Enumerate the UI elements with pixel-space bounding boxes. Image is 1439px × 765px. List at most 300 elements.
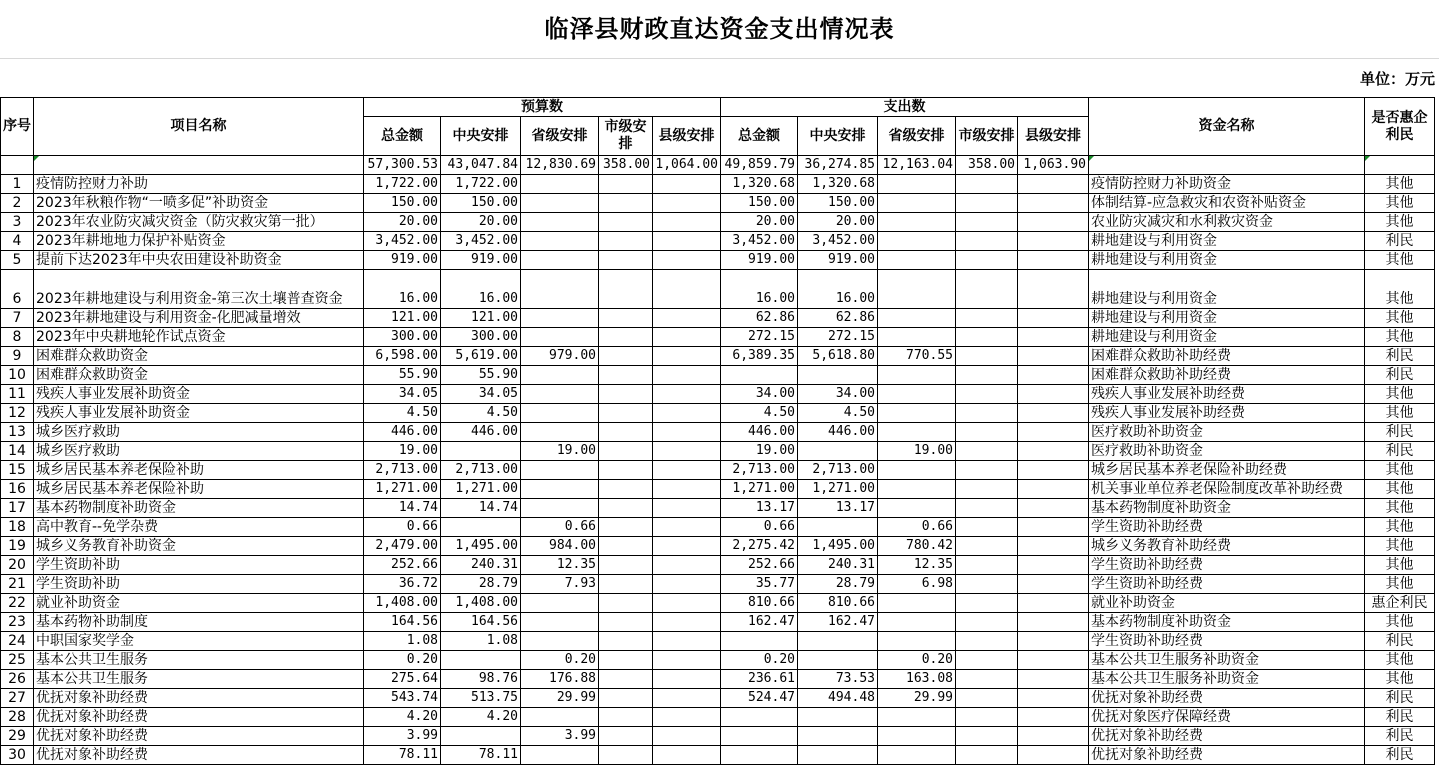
cell-spend-city xyxy=(956,556,1018,575)
cell-budget-province xyxy=(521,385,599,404)
table-row xyxy=(1,175,1435,194)
cell-spend-central: 919.00 xyxy=(798,251,878,270)
cell-spend-central: 1,271.00 xyxy=(798,480,878,499)
cell-budget-county xyxy=(653,575,721,594)
table-row xyxy=(1,575,1435,594)
cell-spend-central: 62.86 xyxy=(798,309,878,328)
cell-budget-central: 1.08 xyxy=(441,632,521,651)
cell-budget-total: 3,452.00 xyxy=(364,232,441,251)
cell-project: 就业补助资金 xyxy=(34,594,364,613)
table-row xyxy=(1,613,1435,632)
table-row xyxy=(1,651,1435,670)
cell-spend-province: 29.99 xyxy=(878,689,956,708)
cell-spend-total: 272.15 xyxy=(721,328,798,347)
table-row xyxy=(1,270,1435,309)
cell-seq: 4 xyxy=(1,232,34,251)
cell-budget-total: 4.20 xyxy=(364,708,441,727)
cell-spend-province xyxy=(878,499,956,518)
cell-spend-total: 4.50 xyxy=(721,404,798,423)
cell-seq: 11 xyxy=(1,385,34,404)
header-budget-province: 省级安排 xyxy=(521,117,599,156)
cell-spend-county xyxy=(1018,461,1089,480)
cell-spend-province: 163.08 xyxy=(878,670,956,689)
cell-spend-province: 6.98 xyxy=(878,575,956,594)
cell-spend-total: 62.86 xyxy=(721,309,798,328)
cell-budget-province xyxy=(521,708,599,727)
table-row xyxy=(1,404,1435,423)
cell-budget-county xyxy=(653,461,721,480)
cell-benefit: 其他 xyxy=(1365,537,1435,556)
cell-budget-city xyxy=(599,251,653,270)
cell-budget-central: 28.79 xyxy=(441,575,521,594)
cell-budget-county xyxy=(653,613,721,632)
cell-seq: 26 xyxy=(1,670,34,689)
cell-project: 基本公共卫生服务 xyxy=(34,651,364,670)
cell-spend-county xyxy=(1018,423,1089,442)
cell-budget-total: 919.00 xyxy=(364,251,441,270)
cell-budget-province xyxy=(521,404,599,423)
cell-fund: 基本公共卫生服务补助资金 xyxy=(1089,670,1365,689)
cell-spend-total: 446.00 xyxy=(721,423,798,442)
cell-budget-city xyxy=(599,651,653,670)
cell-budget-province: 3.99 xyxy=(521,727,599,746)
cell-spend-central: 446.00 xyxy=(798,423,878,442)
cell-budget-county xyxy=(653,480,721,499)
cell-spend-county xyxy=(1018,442,1089,461)
cell-budget-total: 1,271.00 xyxy=(364,480,441,499)
table-row xyxy=(1,689,1435,708)
cell-spend-county xyxy=(1018,385,1089,404)
cell-budget-total: 0.20 xyxy=(364,651,441,670)
cell-budget-central: 300.00 xyxy=(441,328,521,347)
cell-budget-total: 14.74 xyxy=(364,499,441,518)
cell-spend-city xyxy=(956,270,1018,309)
cell-budget-city xyxy=(599,518,653,537)
cell-seq: 2 xyxy=(1,194,34,213)
totals-spend-central: 36,274.85 xyxy=(798,156,878,175)
cell-budget-city xyxy=(599,347,653,366)
cell-fund: 基本药物制度补助资金 xyxy=(1089,613,1365,632)
cell-spend-total xyxy=(721,727,798,746)
cell-benefit: 其他 xyxy=(1365,404,1435,423)
cell-benefit: 其他 xyxy=(1365,175,1435,194)
cell-spend-city xyxy=(956,251,1018,270)
cell-fund: 耕地建设与利用资金 xyxy=(1089,251,1365,270)
cell-budget-total: 4.50 xyxy=(364,404,441,423)
cell-budget-county xyxy=(653,518,721,537)
cell-budget-county xyxy=(653,309,721,328)
cell-spend-total: 35.77 xyxy=(721,575,798,594)
cell-project: 中职国家奖学金 xyxy=(34,632,364,651)
cell-budget-province xyxy=(521,499,599,518)
cell-spend-city xyxy=(956,480,1018,499)
cell-budget-county xyxy=(653,194,721,213)
cell-spend-county xyxy=(1018,404,1089,423)
table-row xyxy=(1,232,1435,251)
cell-seq: 19 xyxy=(1,537,34,556)
cell-spend-city xyxy=(956,309,1018,328)
totals-spend-total: 49,859.79 xyxy=(721,156,798,175)
cell-spend-total xyxy=(721,632,798,651)
table-row xyxy=(1,480,1435,499)
cell-budget-province xyxy=(521,423,599,442)
cell-seq: 25 xyxy=(1,651,34,670)
cell-project: 基本药物补助制度 xyxy=(34,613,364,632)
cell-spend-province: 0.66 xyxy=(878,518,956,537)
table-row xyxy=(1,670,1435,689)
cell-budget-central: 5,619.00 xyxy=(441,347,521,366)
table-row xyxy=(1,213,1435,232)
cell-budget-total: 543.74 xyxy=(364,689,441,708)
cell-project: 优抚对象补助经费 xyxy=(34,708,364,727)
header-budget-total: 总金额 xyxy=(364,117,441,156)
cell-project: 优抚对象补助经费 xyxy=(34,727,364,746)
cell-benefit: 其他 xyxy=(1365,613,1435,632)
cell-budget-county xyxy=(653,670,721,689)
cell-seq: 9 xyxy=(1,347,34,366)
cell-budget-central: 121.00 xyxy=(441,309,521,328)
table-row xyxy=(1,251,1435,270)
cell-fund: 体制结算-应急救灾和农资补贴资金 xyxy=(1089,194,1365,213)
cell-spend-central: 272.15 xyxy=(798,328,878,347)
cell-budget-county xyxy=(653,689,721,708)
cell-benefit: 其他 xyxy=(1365,194,1435,213)
cell-benefit: 利民 xyxy=(1365,442,1435,461)
cell-spend-central: 34.00 xyxy=(798,385,878,404)
cell-fund: 优抚对象补助经费 xyxy=(1089,746,1365,765)
cell-project: 基本公共卫生服务 xyxy=(34,670,364,689)
cell-spend-central: 73.53 xyxy=(798,670,878,689)
cell-budget-total: 0.66 xyxy=(364,518,441,537)
cell-budget-province: 29.99 xyxy=(521,689,599,708)
cell-spend-county xyxy=(1018,499,1089,518)
header-budget-city: 市级安排 xyxy=(599,117,653,156)
table-row xyxy=(1,385,1435,404)
cell-fund: 耕地建设与利用资金 xyxy=(1089,309,1365,328)
header-spend-city: 市级安排 xyxy=(956,117,1018,156)
cell-budget-central: 164.56 xyxy=(441,613,521,632)
cell-benefit: 利民 xyxy=(1365,746,1435,765)
cell-budget-province xyxy=(521,613,599,632)
cell-budget-total: 1.08 xyxy=(364,632,441,651)
cell-benefit: 惠企利民 xyxy=(1365,594,1435,613)
cell-budget-central: 98.76 xyxy=(441,670,521,689)
cell-budget-city xyxy=(599,670,653,689)
cell-budget-province xyxy=(521,328,599,347)
cell-benefit: 利民 xyxy=(1365,423,1435,442)
cell-budget-city xyxy=(599,423,653,442)
cell-seq: 16 xyxy=(1,480,34,499)
cell-spend-total: 919.00 xyxy=(721,251,798,270)
header-spend-province: 省级安排 xyxy=(878,117,956,156)
cell-budget-total: 446.00 xyxy=(364,423,441,442)
cell-budget-county xyxy=(653,708,721,727)
cell-project: 2023年耕地建设与利用资金-第三次土壤普查资金 xyxy=(34,270,364,309)
cell-project: 学生资助补助 xyxy=(34,575,364,594)
cell-budget-central: 446.00 xyxy=(441,423,521,442)
cell-budget-central: 4.50 xyxy=(441,404,521,423)
cell-spend-county xyxy=(1018,366,1089,385)
cell-spend-county xyxy=(1018,518,1089,537)
cell-seq: 27 xyxy=(1,689,34,708)
cell-spend-city xyxy=(956,518,1018,537)
cell-budget-total: 16.00 xyxy=(364,270,441,309)
cell-budget-province xyxy=(521,270,599,309)
cell-spend-province: 0.20 xyxy=(878,651,956,670)
cell-spend-county xyxy=(1018,727,1089,746)
cell-spend-province xyxy=(878,213,956,232)
cell-spend-city xyxy=(956,708,1018,727)
header-fund: 资金名称 xyxy=(1089,98,1365,156)
cell-spend-central xyxy=(798,366,878,385)
cell-budget-central: 20.00 xyxy=(441,213,521,232)
table-row xyxy=(1,594,1435,613)
cell-seq: 24 xyxy=(1,632,34,651)
cell-seq: 18 xyxy=(1,518,34,537)
cell-budget-city xyxy=(599,556,653,575)
cell-budget-county xyxy=(653,423,721,442)
cell-project: 城乡居民基本养老保险补助 xyxy=(34,461,364,480)
cell-budget-total: 36.72 xyxy=(364,575,441,594)
cell-budget-county xyxy=(653,499,721,518)
cell-budget-province xyxy=(521,594,599,613)
cell-budget-city xyxy=(599,499,653,518)
table-row xyxy=(1,461,1435,480)
cell-seq: 3 xyxy=(1,213,34,232)
cell-seq: 7 xyxy=(1,309,34,328)
cell-project: 城乡医疗救助 xyxy=(34,442,364,461)
header-spend: 支出数 xyxy=(721,98,1089,117)
table-row xyxy=(1,556,1435,575)
table-row xyxy=(1,194,1435,213)
cell-budget-county xyxy=(653,556,721,575)
totals-row xyxy=(1,156,1435,175)
cell-spend-central: 4.50 xyxy=(798,404,878,423)
cell-seq: 6 xyxy=(1,270,34,309)
cell-spend-county xyxy=(1018,537,1089,556)
cell-spend-county xyxy=(1018,309,1089,328)
cell-spend-city xyxy=(956,594,1018,613)
cell-spend-total: 162.47 xyxy=(721,613,798,632)
cell-benefit: 其他 xyxy=(1365,328,1435,347)
cell-spend-city xyxy=(956,213,1018,232)
cell-spend-total: 1,320.68 xyxy=(721,175,798,194)
cell-budget-central: 150.00 xyxy=(441,194,521,213)
cell-budget-province xyxy=(521,480,599,499)
cell-spend-central: 240.31 xyxy=(798,556,878,575)
cell-seq: 12 xyxy=(1,404,34,423)
cell-budget-county xyxy=(653,442,721,461)
cell-budget-central xyxy=(441,518,521,537)
cell-budget-city xyxy=(599,708,653,727)
cell-budget-city xyxy=(599,366,653,385)
cell-budget-total: 78.11 xyxy=(364,746,441,765)
totals-benefit xyxy=(1365,156,1435,175)
cell-budget-province: 984.00 xyxy=(521,537,599,556)
cell-benefit: 其他 xyxy=(1365,213,1435,232)
cell-spend-city xyxy=(956,727,1018,746)
totals-budget-total: 57,300.53 xyxy=(364,156,441,175)
cell-budget-county xyxy=(653,213,721,232)
cell-benefit: 利民 xyxy=(1365,366,1435,385)
cell-spend-province xyxy=(878,423,956,442)
cell-spend-province xyxy=(878,613,956,632)
cell-benefit: 其他 xyxy=(1365,670,1435,689)
cell-spend-city xyxy=(956,613,1018,632)
cell-budget-province xyxy=(521,175,599,194)
cell-spend-central xyxy=(798,442,878,461)
cell-benefit: 其他 xyxy=(1365,251,1435,270)
table-row xyxy=(1,537,1435,556)
cell-budget-total: 55.90 xyxy=(364,366,441,385)
cell-spend-province xyxy=(878,404,956,423)
cell-benefit: 利民 xyxy=(1365,232,1435,251)
cell-budget-central: 16.00 xyxy=(441,270,521,309)
cell-budget-city xyxy=(599,727,653,746)
cell-spend-total: 1,271.00 xyxy=(721,480,798,499)
cell-project: 提前下达2023年中央农田建设补助资金 xyxy=(34,251,364,270)
cell-budget-city xyxy=(599,270,653,309)
cell-benefit: 其他 xyxy=(1365,461,1435,480)
cell-spend-central xyxy=(798,708,878,727)
cell-budget-city xyxy=(599,404,653,423)
cell-spend-total: 252.66 xyxy=(721,556,798,575)
cell-budget-province xyxy=(521,309,599,328)
cell-budget-county xyxy=(653,404,721,423)
cell-budget-province xyxy=(521,632,599,651)
cell-project: 2023年农业防灾减灾资金（防灾救灾第一批） xyxy=(34,213,364,232)
table-row xyxy=(1,423,1435,442)
cell-seq: 14 xyxy=(1,442,34,461)
cell-spend-city xyxy=(956,670,1018,689)
cell-spend-total: 13.17 xyxy=(721,499,798,518)
cell-spend-central xyxy=(798,651,878,670)
cell-budget-central: 1,495.00 xyxy=(441,537,521,556)
cell-spend-total: 3,452.00 xyxy=(721,232,798,251)
cell-benefit: 其他 xyxy=(1365,385,1435,404)
cell-seq: 13 xyxy=(1,423,34,442)
cell-spend-province xyxy=(878,232,956,251)
cell-spend-county xyxy=(1018,613,1089,632)
cell-spend-total: 2,275.42 xyxy=(721,537,798,556)
cell-seq: 29 xyxy=(1,727,34,746)
cell-spend-city xyxy=(956,423,1018,442)
cell-spend-central xyxy=(798,518,878,537)
table-row xyxy=(1,347,1435,366)
cell-seq: 8 xyxy=(1,328,34,347)
totals-budget-central: 43,047.84 xyxy=(441,156,521,175)
cell-project: 困难群众救助资金 xyxy=(34,366,364,385)
cell-spend-central: 3,452.00 xyxy=(798,232,878,251)
cell-spend-central: 162.47 xyxy=(798,613,878,632)
cell-budget-city xyxy=(599,232,653,251)
cell-spend-province xyxy=(878,194,956,213)
cell-budget-province: 12.35 xyxy=(521,556,599,575)
cell-project: 2023年秋粮作物“一喷多促”补助资金 xyxy=(34,194,364,213)
cell-spend-county xyxy=(1018,328,1089,347)
cell-spend-county xyxy=(1018,556,1089,575)
cell-budget-total: 3.99 xyxy=(364,727,441,746)
cell-budget-total: 6,598.00 xyxy=(364,347,441,366)
cell-budget-province xyxy=(521,213,599,232)
cell-spend-total: 810.66 xyxy=(721,594,798,613)
cell-budget-central: 919.00 xyxy=(441,251,521,270)
cell-fund: 基本药物制度补助资金 xyxy=(1089,499,1365,518)
cell-project: 高中教育--免学杂费 xyxy=(34,518,364,537)
cell-spend-total: 6,389.35 xyxy=(721,347,798,366)
cell-budget-county xyxy=(653,328,721,347)
cell-project: 疫情防控财力补助 xyxy=(34,175,364,194)
cell-spend-total: 150.00 xyxy=(721,194,798,213)
cell-budget-county xyxy=(653,175,721,194)
cell-project: 2023年耕地地力保护补贴资金 xyxy=(34,232,364,251)
totals-fund xyxy=(1089,156,1365,175)
cell-benefit: 其他 xyxy=(1365,499,1435,518)
cell-budget-city xyxy=(599,442,653,461)
cell-spend-province: 12.35 xyxy=(878,556,956,575)
table-row xyxy=(1,727,1435,746)
cell-seq: 21 xyxy=(1,575,34,594)
cell-budget-province: 7.93 xyxy=(521,575,599,594)
header-seq: 序号 xyxy=(1,98,34,156)
cell-budget-central: 513.75 xyxy=(441,689,521,708)
cell-spend-county xyxy=(1018,213,1089,232)
cell-project: 残疾人事业发展补助资金 xyxy=(34,404,364,423)
cell-budget-city xyxy=(599,213,653,232)
cell-fund: 基本公共卫生服务补助资金 xyxy=(1089,651,1365,670)
cell-fund: 疫情防控财力补助资金 xyxy=(1089,175,1365,194)
cell-budget-total: 20.00 xyxy=(364,213,441,232)
cell-spend-county xyxy=(1018,175,1089,194)
cell-seq: 5 xyxy=(1,251,34,270)
cell-spend-province xyxy=(878,270,956,309)
header-spend-total: 总金额 xyxy=(721,117,798,156)
cell-fund: 学生资助补助经费 xyxy=(1089,632,1365,651)
cell-budget-city xyxy=(599,328,653,347)
cell-spend-province xyxy=(878,480,956,499)
table-row xyxy=(1,328,1435,347)
cell-spend-central: 2,713.00 xyxy=(798,461,878,480)
cell-budget-central: 240.31 xyxy=(441,556,521,575)
cell-fund: 农业防灾减灾和水利救灾资金 xyxy=(1089,213,1365,232)
header-spend-central: 中央安排 xyxy=(798,117,878,156)
cell-spend-county xyxy=(1018,251,1089,270)
cell-budget-total: 252.66 xyxy=(364,556,441,575)
cell-budget-city xyxy=(599,480,653,499)
cell-budget-county xyxy=(653,251,721,270)
cell-budget-total: 275.64 xyxy=(364,670,441,689)
cell-fund: 学生资助补助经费 xyxy=(1089,575,1365,594)
cell-budget-city xyxy=(599,175,653,194)
cell-budget-city xyxy=(599,385,653,404)
cell-spend-province xyxy=(878,385,956,404)
cell-budget-central xyxy=(441,727,521,746)
cell-budget-central: 1,271.00 xyxy=(441,480,521,499)
cell-spend-province xyxy=(878,175,956,194)
cell-budget-total: 19.00 xyxy=(364,442,441,461)
cell-budget-province xyxy=(521,366,599,385)
cell-spend-central: 494.48 xyxy=(798,689,878,708)
cell-fund: 医疗救助补助资金 xyxy=(1089,442,1365,461)
cell-fund: 城乡义务教育补助经费 xyxy=(1089,537,1365,556)
cell-spend-province xyxy=(878,594,956,613)
cell-budget-county xyxy=(653,594,721,613)
header-benefit: 是否惠企利民 xyxy=(1365,98,1435,156)
cell-budget-central: 14.74 xyxy=(441,499,521,518)
cell-spend-central: 810.66 xyxy=(798,594,878,613)
cell-spend-total: 20.00 xyxy=(721,213,798,232)
cell-spend-total: 0.20 xyxy=(721,651,798,670)
